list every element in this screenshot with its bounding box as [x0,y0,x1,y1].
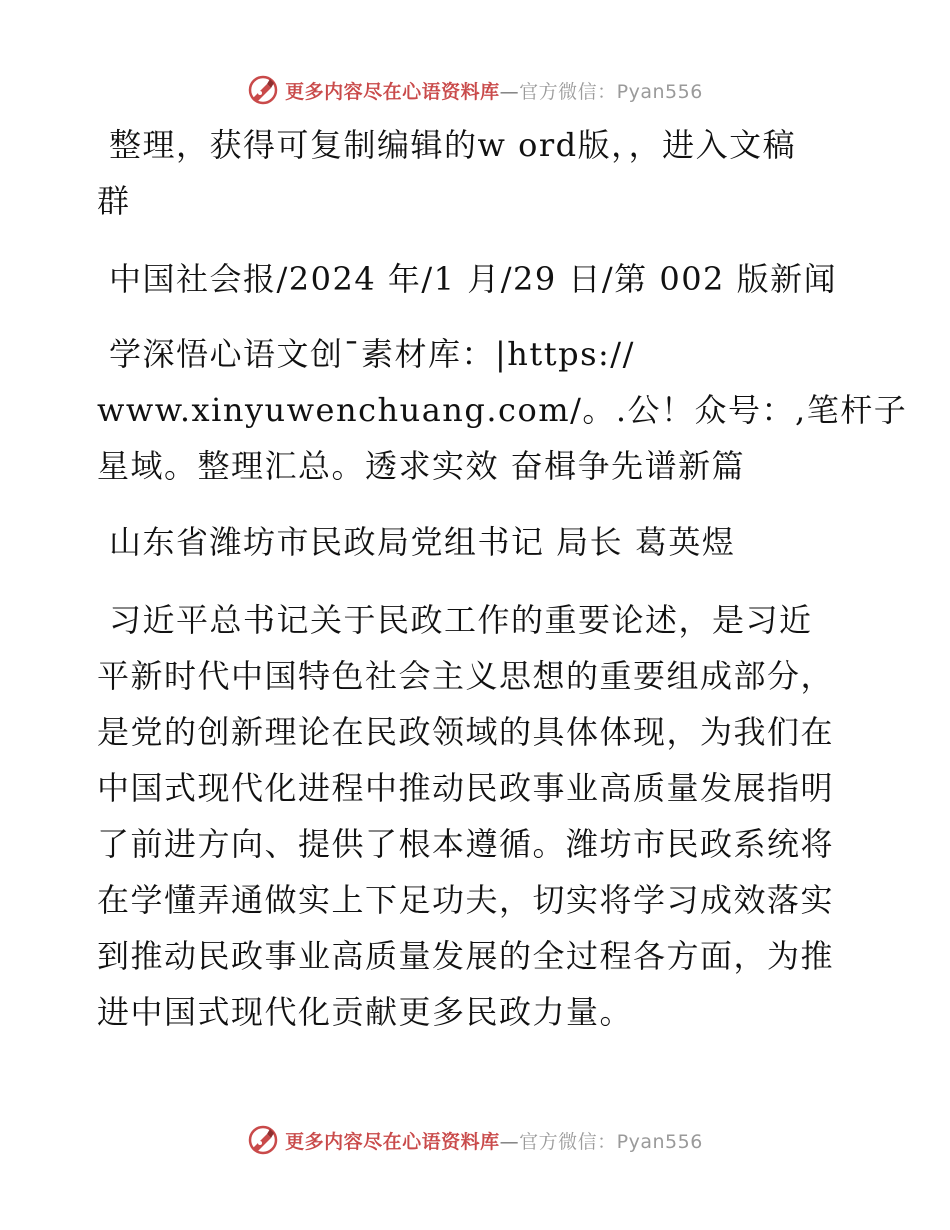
paragraph-line: 习近平总书记关于民政工作的重要论述，是习近 [109,601,813,639]
paragraph-line: 平新时代中国特色社会主义思想的重要组成部分， [97,657,835,695]
intro-line-2: 群 [97,182,131,220]
pen-seal-logo-icon [247,1124,279,1156]
source-line: 中国社会报/2024 年/1 月/29 日/第 002 版新闻 [109,260,838,298]
paragraph-line: 了前进方向、提供了根本遵循。潍坊市民政系统将 [97,825,835,863]
ad-line-1: 学深悟心语文创¯素材库：|https:// [109,335,635,373]
intro-block [97,117,857,229]
ad-block [97,326,908,494]
footer-banner-text: 更多内容尽在心语资料库—官方微信：Pyan556 [285,1130,703,1153]
source-block [97,251,857,307]
intro-line-1: 整理，获得可复制编辑的w ord版，，进入文稿 [109,126,797,164]
ad-line-3: 星域。整理汇总。透求实效 奋楫争先谱新篇 [97,447,746,485]
author-line: 山东省潍坊市民政局党组书记 局长 葛英煜 [109,523,736,561]
paragraph-line: 中国式现代化进程中推动民政事业高质量发展指明 [97,769,835,807]
paragraph-line: 在学懂弄通做实上下足功夫，切实将学习成效落实 [97,881,835,919]
footer-banner [0,1120,950,1160]
ad-line-2: www.xinyuwenchuang.com/。.公！众号：,笔杆子 [97,391,908,429]
pen-seal-logo-icon [247,74,279,106]
header-banner-text: 更多内容尽在心语资料库—官方微信：Pyan556 [285,80,703,103]
header-banner [0,70,950,110]
main-paragraph [97,592,857,1040]
paragraph-line: 进中国式现代化贡献更多民政力量。 [97,993,634,1031]
author-block [97,514,857,570]
paragraph-line: 是党的创新理论在民政领域的具体体现，为我们在 [97,713,835,751]
paragraph-line: 到推动民政事业高质量发展的全过程各方面，为推 [97,937,835,975]
